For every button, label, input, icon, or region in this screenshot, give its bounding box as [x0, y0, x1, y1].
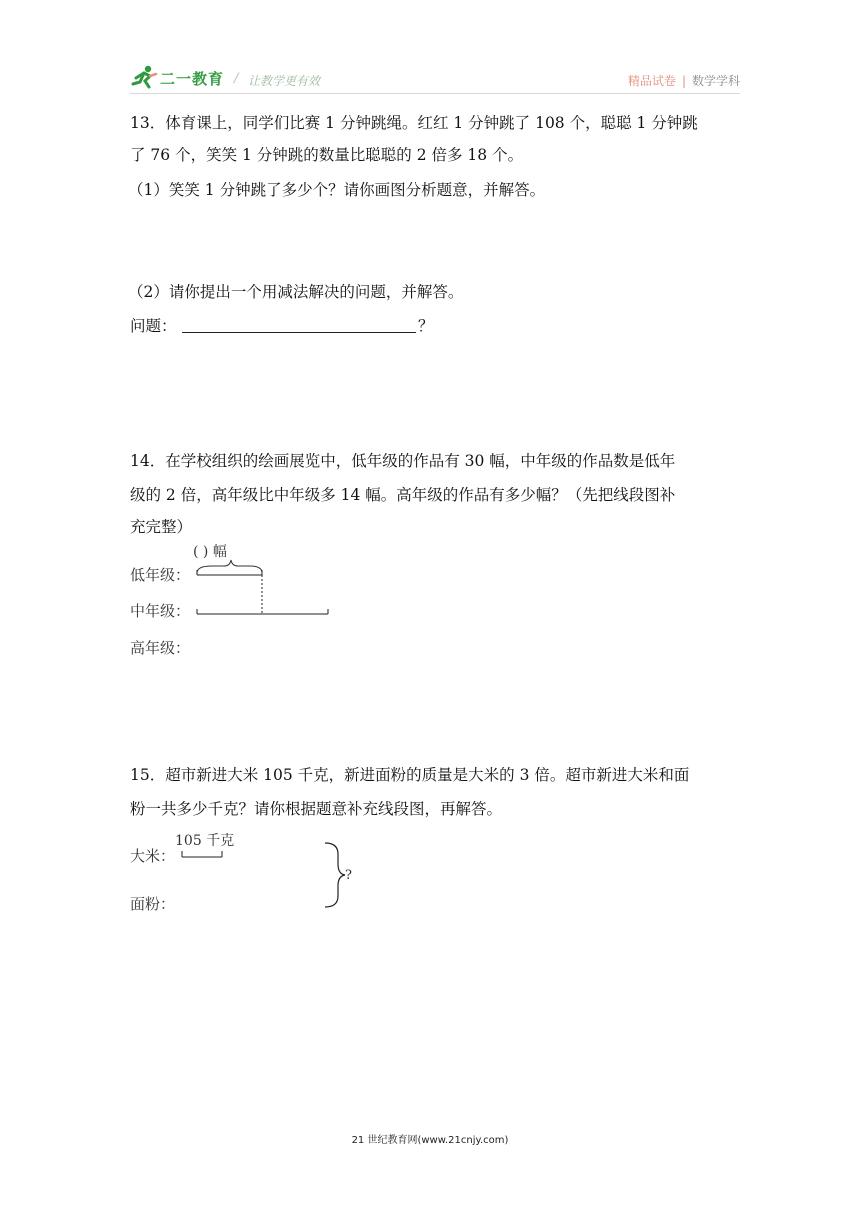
q13-line2: 了 76 个，笑笑 1 分钟跳的数量比聪聪的 2 倍多 18 个。 — [130, 146, 524, 164]
q13-question-label: 问题： — [130, 317, 177, 335]
q14-line2: 级的 2 倍，高年级比中年级多 14 幅。高年级的作品有多少幅？（先把线段图补 — [130, 486, 676, 504]
q15-line1: 15．超市新进大米 105 千克，新进面粉的质量是大米的 3 倍。超市新进大米和面 — [130, 766, 690, 784]
slogan: 让教学更有效 — [248, 74, 321, 88]
row-label-high: 高年级： — [130, 639, 191, 657]
q13-part1: （1）笑笑 1 分钟跳了多少个？请你画图分析题意，并解答。 — [128, 181, 546, 199]
tag-premium: 精品试卷 — [627, 74, 676, 88]
header-tags: 精品试卷 | 数学学科 — [627, 74, 740, 88]
tag-subject: 数学学科 — [691, 74, 740, 88]
q15-line2: 粉一共多少千克？请你根据题意补充线段图，再解答。 — [130, 800, 503, 818]
runner-logo-icon — [130, 64, 158, 90]
row-label-flour: 面粉： — [130, 895, 176, 913]
logo-text: 二一教育 — [160, 70, 225, 88]
q14-segment-diagram — [190, 558, 340, 622]
total-brace — [325, 843, 345, 907]
row-label-low: 低年级： — [130, 566, 191, 584]
header-divider: / — [234, 71, 239, 86]
answer-blank-line — [182, 332, 416, 333]
q13-part2: （2）请你提出一个用减法解决的问题，并解答。 — [128, 283, 464, 301]
header-rule — [130, 93, 740, 94]
q14-line1: 14．在学校组织的绘画展览中，低年级的作品有 30 幅，中年级的作品数是低年 — [130, 452, 676, 470]
q14-line3: 充完整） — [130, 518, 193, 536]
q13-question-mark: ？ — [418, 317, 434, 335]
brace-shape — [197, 560, 262, 573]
brace-label: ( ) 幅 — [193, 544, 227, 560]
row-label-rice: 大米： — [130, 847, 176, 865]
total-question-mark: ? — [345, 868, 352, 883]
row-label-mid: 中年级： — [130, 602, 191, 620]
rice-value-label: 105 千克 — [175, 833, 235, 849]
q13-line1: 13．体育课上，同学们比赛 1 分钟跳绳。红红 1 分钟跳了 108 个，聪聪 1 分钟跳 — [130, 114, 698, 132]
q15-segment-diagram — [175, 840, 355, 915]
page-footer: 21 世纪教育网(www.21cnjy.com) — [351, 1135, 509, 1146]
page-header — [130, 62, 740, 94]
